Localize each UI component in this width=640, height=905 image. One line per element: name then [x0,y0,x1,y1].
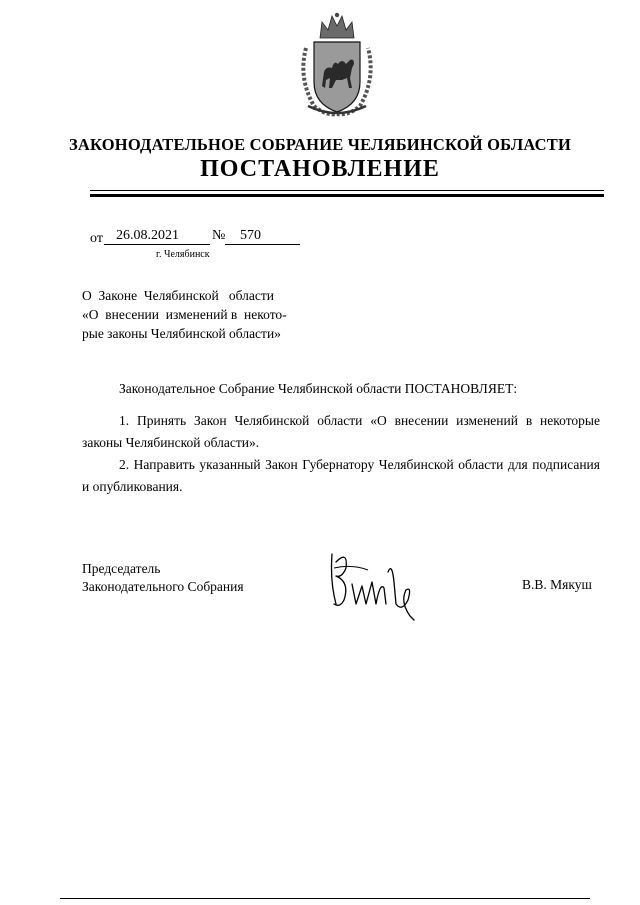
handwritten-signature [322,542,422,624]
footer-rule [60,898,590,899]
organization-title: ЗАКОНОДАТЕЛЬНОЕ СОБРАНИЕ ЧЕЛЯБИНСКОЙ ОБЛАСТИ [68,135,572,154]
number-underline [225,244,300,245]
signatory-name: В.В. Мякуш [522,577,592,592]
resolution-item-1: 1. Принять Закон Челябинской области «О внесении изменений в некоторые законы Челябинской области». [82,413,600,450]
resolution-body [82,378,600,498]
document-date: 26.08.2021 [116,228,179,243]
number-label: № [212,228,226,243]
from-label: от [90,231,103,246]
subject-line: О Законе Челябинской области [82,288,274,303]
preamble: Законодательное Собрание Челябинской области ПОСТАНОВЛЯЕТ: [119,381,518,396]
resolution-item-2: 2. Направить указанный Закон Губернатору Челябинской области для подписания и опубликования. [82,457,600,494]
city-label: г. Челябинск [156,249,210,260]
coat-of-arms-emblem [292,8,382,120]
header-rule-thick [90,194,604,197]
document-number: 570 [240,228,261,243]
signatory-title-line: Председатель [82,561,161,576]
subject-block [82,286,302,343]
subject-line: «О внесении изменений в некото- [82,307,287,322]
subject-line: рые законы Челябинской области» [82,326,281,341]
document-type-title: ПОСТАНОВЛЕНИЕ [200,156,440,182]
signatory-title-line: Законодательного Собрания [82,579,244,594]
date-underline [104,244,210,245]
header-rule-thin [90,190,604,191]
signatory-title [82,560,244,596]
